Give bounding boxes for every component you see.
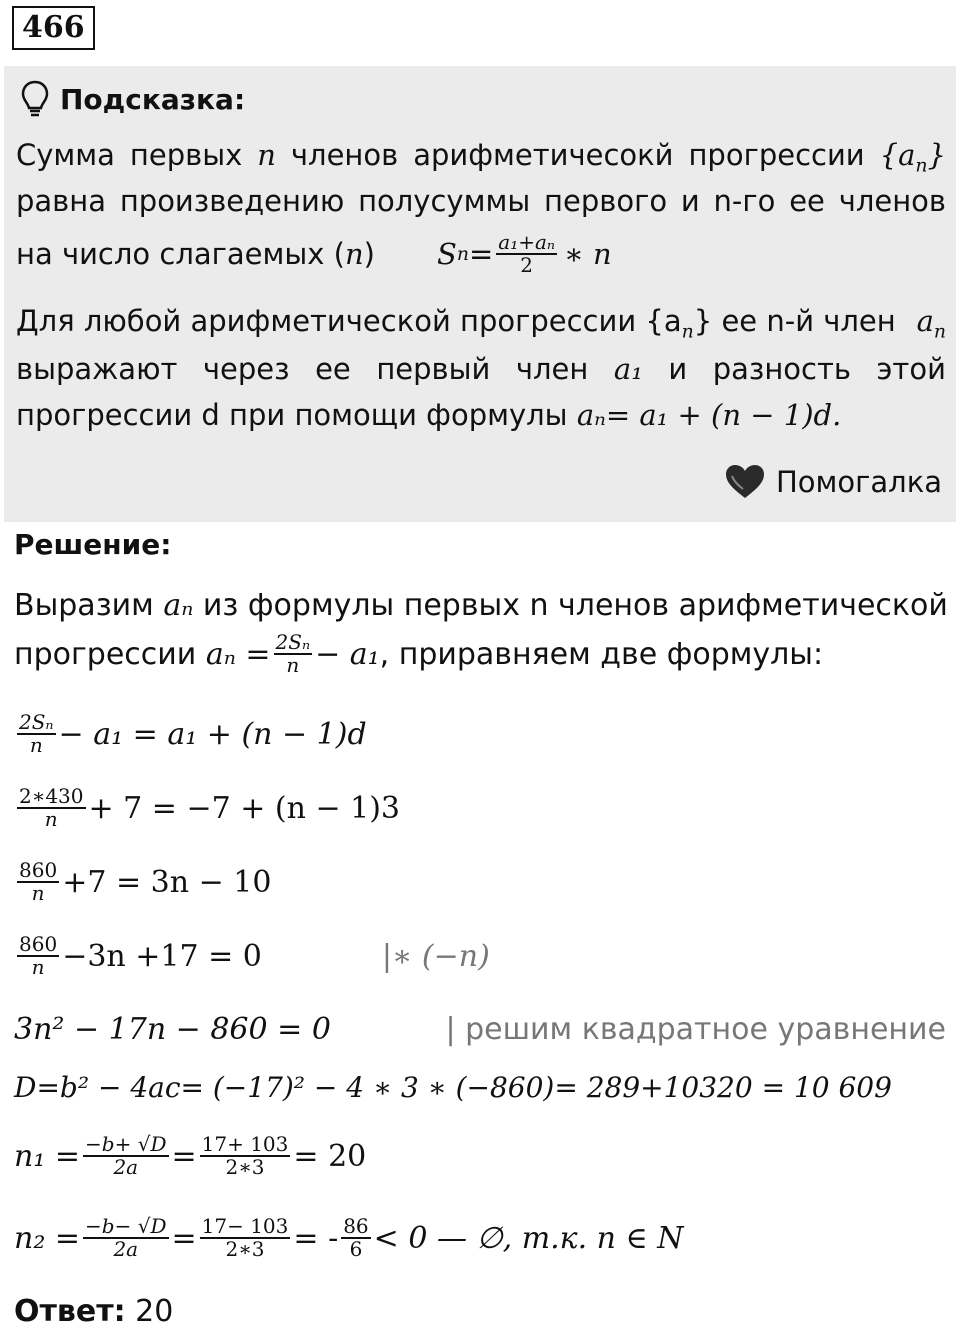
answer xyxy=(14,1294,946,1329)
brand-name: Помогалка xyxy=(776,465,942,499)
brand xyxy=(724,464,942,500)
eq-discriminant: D=b² − 4ac= (−17)² − 4 ∗ 3 ∗ (−860)= 289+10320 = 10 609 xyxy=(14,1071,892,1104)
hint-math-set: $\{a_n\}$ xyxy=(879,138,946,177)
hint-title: Подсказка: xyxy=(60,82,246,116)
hint-text: первых xyxy=(129,138,243,172)
solution-title: Решение: xyxy=(14,528,172,561)
hint-math: n xyxy=(344,237,364,271)
hint-text: на число слагаемых ( xyxy=(16,237,345,271)
hint-text: Сумма xyxy=(16,138,115,172)
answer-value: 20 xyxy=(125,1294,174,1329)
hint-math: n xyxy=(257,138,276,172)
hint-p1-line3 xyxy=(16,232,946,276)
eq-4: $\frac{860}{n}$ −3n +17 = 0 |∗ (−n) xyxy=(19,932,490,979)
eq-5: 3n² − 17n − 860 = 0 | решим квадратное уравнение xyxy=(14,1012,946,1047)
solution-line1: Выразим aₙ из формулы первых n членов арифметической xyxy=(14,588,948,623)
hint-text: арифметичесокй xyxy=(413,138,674,172)
hint-header xyxy=(20,80,245,118)
eq-root1: n₁ = $\frac{-b+ √D}{2a}$ = $\frac{17+ 103}{2∗3}$ = 20 xyxy=(14,1132,367,1179)
hint-text: ) xyxy=(363,237,375,271)
hint-text: членов xyxy=(290,138,399,172)
heart-icon xyxy=(724,464,766,500)
sum-formula: S n = $\frac{\text{a₁+aₙ}}{2}$ ∗ n xyxy=(436,230,612,277)
hint-box xyxy=(4,66,956,522)
hint-p2-line3: прогрессии d при помощи формулы aₙ= a₁ + (n − 1)d. xyxy=(16,398,842,432)
hint-p1-line2: равна произведению полусуммы первого и n-го ее членов xyxy=(16,184,946,218)
hint-p2-line2: выражают через ее первый член a₁ и разность этой xyxy=(16,352,946,386)
solution-line2: прогрессии aₙ = $\frac{\text{2Sₙ}}{n}$ − a₁ , приравняем две формулы: xyxy=(14,630,824,677)
eq-3: $\frac{860}{n}$ +7 = 3n − 10 xyxy=(19,858,272,905)
answer-label: Ответ: xyxy=(14,1294,126,1329)
eq-2: $\frac{2∗430}{n}$ + 7 = −7 + (n − 1)3 xyxy=(19,784,401,831)
eq-1: $\frac{\text{2Sₙ}}{n}$ − a₁ = a₁ + (n − 1)d xyxy=(19,710,367,757)
lightbulb-icon xyxy=(20,80,50,118)
eq-root2: n₂ = $\frac{-b- √D}{2a}$ = $\frac{17- 103}{2∗3}$ = - $\frac{86}{6}$ < 0 — ∅, т.к. n ∈ N xyxy=(14,1214,684,1261)
hint-text: прогрессии xyxy=(688,138,865,172)
task-number: 466 xyxy=(12,6,95,50)
hint-p2-line1: Для любой арифметической прогрессии $\{a_n\}$ ее n-й член $a_n$ xyxy=(16,304,946,343)
hint-p1-line1 xyxy=(16,138,946,177)
